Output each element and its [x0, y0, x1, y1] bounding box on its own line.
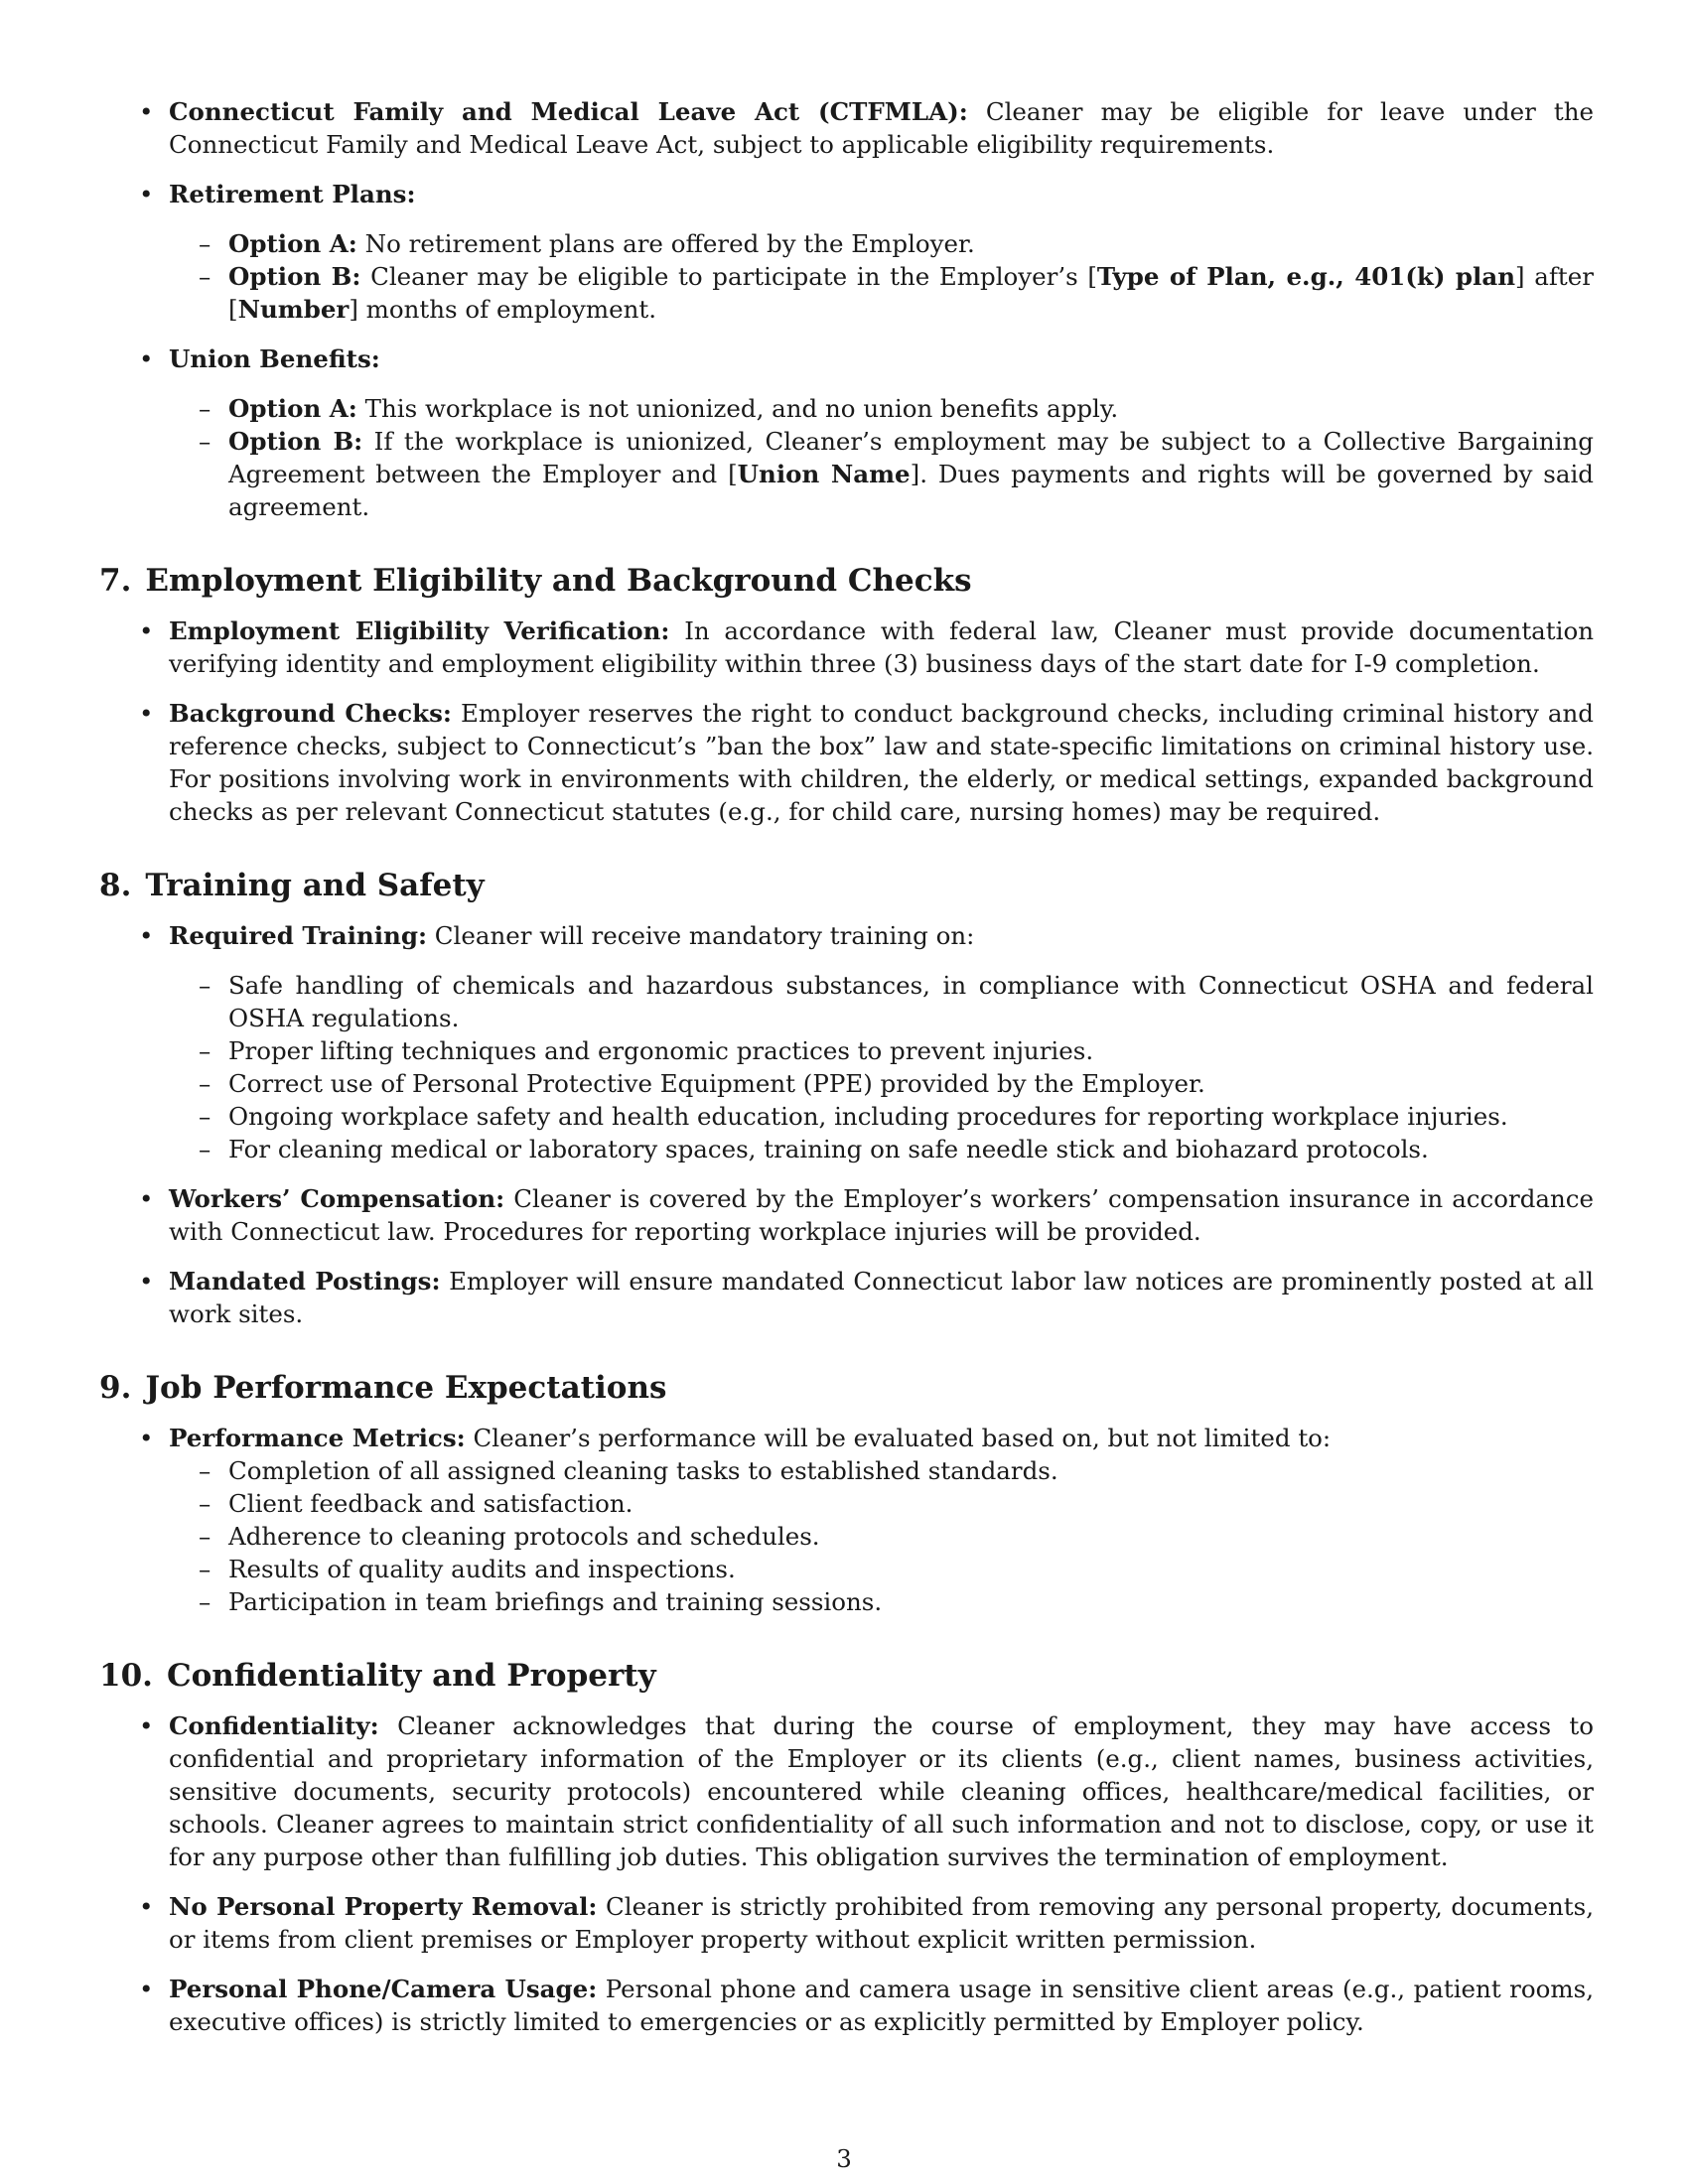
- list-item-ctfmla: [99, 95, 1594, 161]
- section-8-list: [99, 919, 1594, 1330]
- option-label: Option A:: [228, 229, 357, 258]
- item-text: Cleaner’s performance will be evaluated based on, but not limited to:: [465, 1424, 1332, 1452]
- option-text: Cleaner may be eligible to participate in the Employer’s [: [360, 262, 1097, 291]
- item-label: Workers’ Compensation:: [169, 1184, 505, 1213]
- section-heading-8: [99, 866, 1594, 905]
- page-number: 3: [836, 2144, 852, 2173]
- training-topic: – Safe handling of chemicals and hazardous substances, in compliance with Connecticut OSHA and federal OSHA regulations.: [169, 969, 1594, 1034]
- union-option-b: [169, 425, 1594, 523]
- item-text: Cleaner acknowledges that during the course of employment, they may have access to confidential and proprietary information of the Employer or its clients (e.g., client names, business activities, sensitive documents, security protocols) encountered while cleaning offices, healthcare/medical facilities, or schools. Cleaner agrees to maintain strict confidentiality of all such information and not to disclose, copy, or use it for any purpose other than fulfilling job duties. This obligation survives the termination of employment.: [169, 1711, 1594, 1871]
- list-item-confidentiality: [99, 1709, 1594, 1873]
- section-7-list: [99, 614, 1594, 828]
- option-text: ] months of employment.: [349, 295, 657, 324]
- metric-item: – Adherence to cleaning protocols and schedules.: [169, 1520, 1594, 1553]
- section-number: 10.: [99, 1658, 153, 1694]
- option-label: Option B:: [228, 427, 363, 456]
- placeholder-number: Number: [237, 295, 350, 324]
- section-number: 9.: [99, 1370, 132, 1406]
- item-label: Employment Eligibility Verification:: [169, 616, 670, 645]
- metrics-list: [169, 1454, 1594, 1618]
- item-text: In accordance with federal law, Cleaner must provide documentation verifying identity and employment eligibility within three (3) business days of the start date for I-9 completion.: [169, 616, 1594, 678]
- list-item-workers-comp: [99, 1182, 1594, 1248]
- item-text: Employer reserves the right to conduct background checks, including criminal history and reference checks, subject to Connecticut’s ”ban the box” law and state-specific limitations on criminal history use. For positions involving work in environments with children, the elderly, or medical settings, expanded background checks as per relevant Connecticut statutes (e.g., for child care, nursing homes) may be required.: [169, 699, 1594, 826]
- section-10-list: [99, 1709, 1594, 2038]
- list-item-union: [99, 342, 1594, 523]
- list-item-phone-camera: [99, 1973, 1594, 2038]
- section-title: Employment Eligibility and Background Checks: [145, 563, 972, 599]
- benefits-list: [99, 95, 1594, 523]
- section-number: 7.: [99, 563, 132, 599]
- list-item-property-removal: [99, 1890, 1594, 1956]
- item-label: Union Benefits:: [169, 344, 380, 373]
- option-text: ]. Dues payments and rights will be governed by said agreement.: [228, 460, 1594, 521]
- item-text: Employer will ensure mandated Connecticut labor law notices are prominently posted at all work sites.: [169, 1267, 1594, 1328]
- item-label: Background Checks:: [169, 699, 452, 728]
- item-text: Cleaner may be eligible for leave under the Connecticut Family and Medical Leave Act, subject to applicable eligibility requirements.: [169, 97, 1594, 159]
- metric-item: – Completion of all assigned cleaning tasks to established standards.: [169, 1454, 1594, 1487]
- document-page: [99, 95, 1594, 2055]
- option-label: Option A:: [228, 394, 357, 423]
- list-item-eligibility: [99, 614, 1594, 680]
- list-item-metrics: [99, 1422, 1594, 1618]
- training-topic: – Proper lifting techniques and ergonomic practices to prevent injuries.: [169, 1034, 1594, 1067]
- item-label: Performance Metrics:: [169, 1424, 466, 1452]
- training-topic: – For cleaning medical or laboratory spaces, training on safe needle stick and biohazard protocols.: [169, 1133, 1594, 1165]
- metric-item: – Participation in team briefings and training sessions.: [169, 1585, 1594, 1618]
- item-label: Personal Phone/Camera Usage:: [169, 1975, 598, 2003]
- item-label: Connecticut Family and Medical Leave Act (CTFMLA):: [169, 97, 968, 126]
- section-heading-10: [99, 1656, 1594, 1696]
- section-heading-9: [99, 1368, 1594, 1408]
- section-heading-7: [99, 561, 1594, 601]
- section-9-list: [99, 1422, 1594, 1618]
- section-title: Job Performance Expectations: [145, 1370, 667, 1406]
- item-label: No Personal Property Removal:: [169, 1892, 598, 1921]
- list-item-postings: [99, 1265, 1594, 1330]
- item-text: Cleaner is covered by the Employer’s workers’ compensation insurance in accordance with Connecticut law. Procedures for reporting workplace injuries will be provided.: [169, 1184, 1595, 1246]
- metric-item: – Results of quality audits and inspections.: [169, 1553, 1594, 1585]
- union-options: [169, 392, 1594, 523]
- section-title: Training and Safety: [145, 868, 485, 903]
- option-text: No retirement plans are offered by the Employer.: [356, 229, 975, 258]
- section-number: 8.: [99, 868, 132, 903]
- item-text: Personal phone and camera usage in sensitive client areas (e.g., patient rooms, executive offices) is strictly limited to emergencies or as explicitly permitted by Employer policy.: [169, 1975, 1594, 2036]
- training-topics: [169, 969, 1594, 1165]
- option-label: Option B:: [228, 262, 361, 291]
- item-label: Required Training:: [169, 921, 428, 950]
- option-text: If the workplace is unionized, Cleaner’s employment may be subject to a Collective Bargaining Agreement between the Employer and [: [228, 427, 1594, 488]
- metric-item: – Client feedback and satisfaction.: [169, 1487, 1594, 1520]
- list-item-background: [99, 697, 1594, 828]
- item-text: Cleaner is strictly prohibited from removing any personal property, documents, or items from client premises or Employer property without explicit written permission.: [169, 1892, 1594, 1954]
- retirement-option-a: [169, 227, 1594, 260]
- section-title: Confidentiality and Property: [166, 1658, 656, 1694]
- list-item-training: [99, 919, 1594, 1165]
- item-label: Mandated Postings:: [169, 1267, 441, 1296]
- item-label: Retirement Plans:: [169, 180, 416, 208]
- retirement-options: [169, 227, 1594, 326]
- option-text: This workplace is not unionized, and no union benefits apply.: [356, 394, 1119, 423]
- placeholder-union-name: Union Name: [737, 460, 911, 488]
- union-option-a: [169, 392, 1594, 425]
- training-topic: – Correct use of Personal Protective Equipment (PPE) provided by the Employer.: [169, 1067, 1594, 1100]
- list-item-retirement: [99, 178, 1594, 326]
- option-text: ] after [: [228, 262, 1594, 324]
- placeholder-plan-type: Type of Plan, e.g., 401(k) plan: [1096, 262, 1516, 291]
- training-topic: – Ongoing workplace safety and health education, including procedures for reporting workplace injuries.: [169, 1100, 1594, 1133]
- item-label: Confidentiality:: [169, 1711, 379, 1740]
- retirement-option-b: [169, 260, 1594, 326]
- item-text: Cleaner will receive mandatory training on:: [427, 921, 975, 950]
